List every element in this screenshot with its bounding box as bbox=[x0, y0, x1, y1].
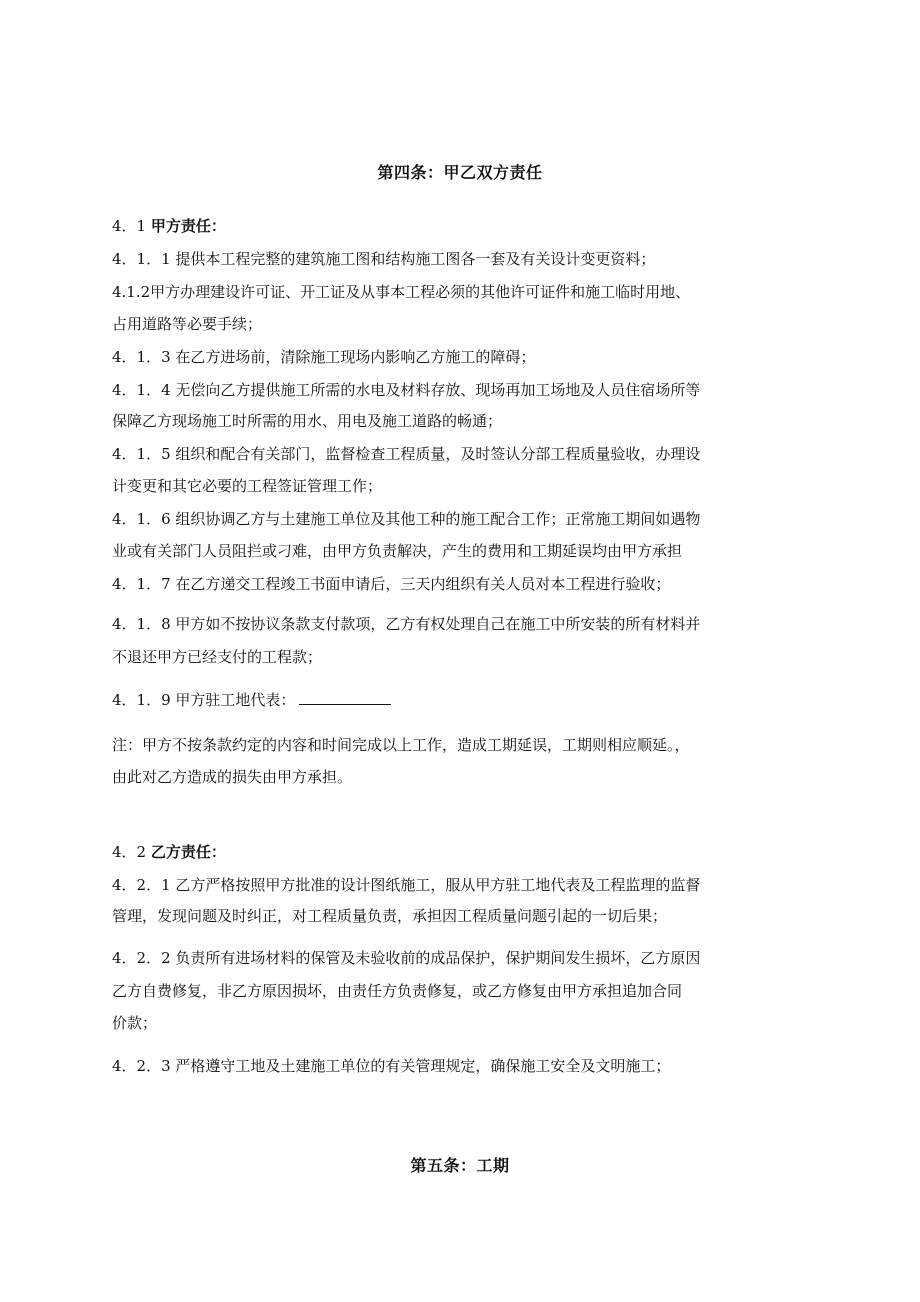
clause-4-2-1-cont: 管理，发现问题及时纠正，对工程质量负责，承担因工程质量问题引起的一切后果； bbox=[112, 907, 668, 925]
site-representative-blank bbox=[299, 690, 391, 705]
party-b-label: 乙方责任： bbox=[150, 843, 226, 861]
party-a-label: 甲方责任： bbox=[150, 217, 226, 235]
clause-4-2-2-cont2: 价款； bbox=[112, 1014, 158, 1032]
clause-4-2-1: 4．2．1 乙方严格按照甲方批准的设计图纸施工，服从甲方驻工地代表及工程监理的监督 bbox=[112, 876, 701, 894]
party-a-heading bbox=[112, 216, 832, 236]
clause-4-2-2-cont: 乙方自费修复，非乙方原因损坏，由责任方负责修复，或乙方修复由甲方承担追加合同 bbox=[112, 982, 683, 1000]
party-b-heading bbox=[112, 842, 832, 862]
section-4-title: 第四条：甲乙双方责任 bbox=[377, 163, 543, 182]
clause-4-1-6: 4．1．6 组织协调乙方与土建施工单位及其他工种的施工配合工作；正常施工期间如遇物 bbox=[112, 510, 701, 528]
clause-4-2-3: 4．2．3 严格遵守工地及土建施工单位的有关管理规定，确保施工安全及文明施工； bbox=[112, 1057, 671, 1075]
clause-4-1-4-cont: 保障乙方现场施工时所需的用水、用电及施工道路的畅通； bbox=[112, 412, 503, 430]
clause-4-1-7: 4．1．7 在乙方递交工程竣工书面申请后，三天内组织有关人员对本工程进行验收； bbox=[112, 575, 671, 593]
clause-4-1-1: 4．1．1 提供本工程完整的建筑施工图和结构施工图各一套及有关设计变更资料； bbox=[112, 250, 656, 268]
clause-4-1-3: 4．1．3 在乙方进场前，清除施工现场内影响乙方施工的障碍； bbox=[112, 348, 536, 366]
clause-4-1-2-cont: 占用道路等必要手续； bbox=[112, 315, 263, 333]
party-b-number: 4．2 bbox=[112, 843, 147, 861]
note-line-2: 由此对乙方造成的损失由甲方承担。 bbox=[112, 768, 353, 786]
clause-4-1-9 bbox=[112, 690, 832, 710]
party-a-number: 4．1 bbox=[112, 217, 147, 235]
clause-4-1-5-cont: 计变更和其它必要的工程签证管理工作； bbox=[112, 477, 383, 495]
clause-4-1-2: 4.1.2甲方办理建设许可证、开工证及从事本工程必须的其他许可证件和施工临时用地、 bbox=[112, 283, 691, 301]
clause-4-1-8-cont: 不退还甲方已经支付的工程款； bbox=[112, 648, 323, 666]
clause-4-1-5: 4．1．5 组织和配合有关部门，监督检查工程质量，及时签认分部工程质量验收，办理设 bbox=[112, 445, 701, 463]
clause-4-1-4: 4．1．4 无偿向乙方提供施工所需的水电及材料存放、现场再加工场地及人员住宿场所等 bbox=[112, 381, 701, 399]
clause-4-1-6-cont: 业或有关部门人员阻拦或刁难，由甲方负责解决，产生的费用和工期延误均由甲方承担 bbox=[112, 542, 683, 560]
section-5-title: 第五条：工期 bbox=[410, 1156, 510, 1175]
clause-4-2-2: 4．2．2 负责所有进场材料的保管及未验收前的成品保护，保护期间发生损坏，乙方原因 bbox=[112, 949, 701, 967]
note-line-1: 注：甲方不按条款约定的内容和时间完成以上工作，造成工期延误，工期则相应顺延。， bbox=[112, 736, 690, 754]
clause-4-1-8: 4．1．8 甲方如不按协议条款支付款项，乙方有权处理自己在施工中所安装的所有材料并 bbox=[112, 615, 701, 633]
site-representative-label: 4．1．9 甲方驻工地代表： bbox=[112, 691, 296, 709]
